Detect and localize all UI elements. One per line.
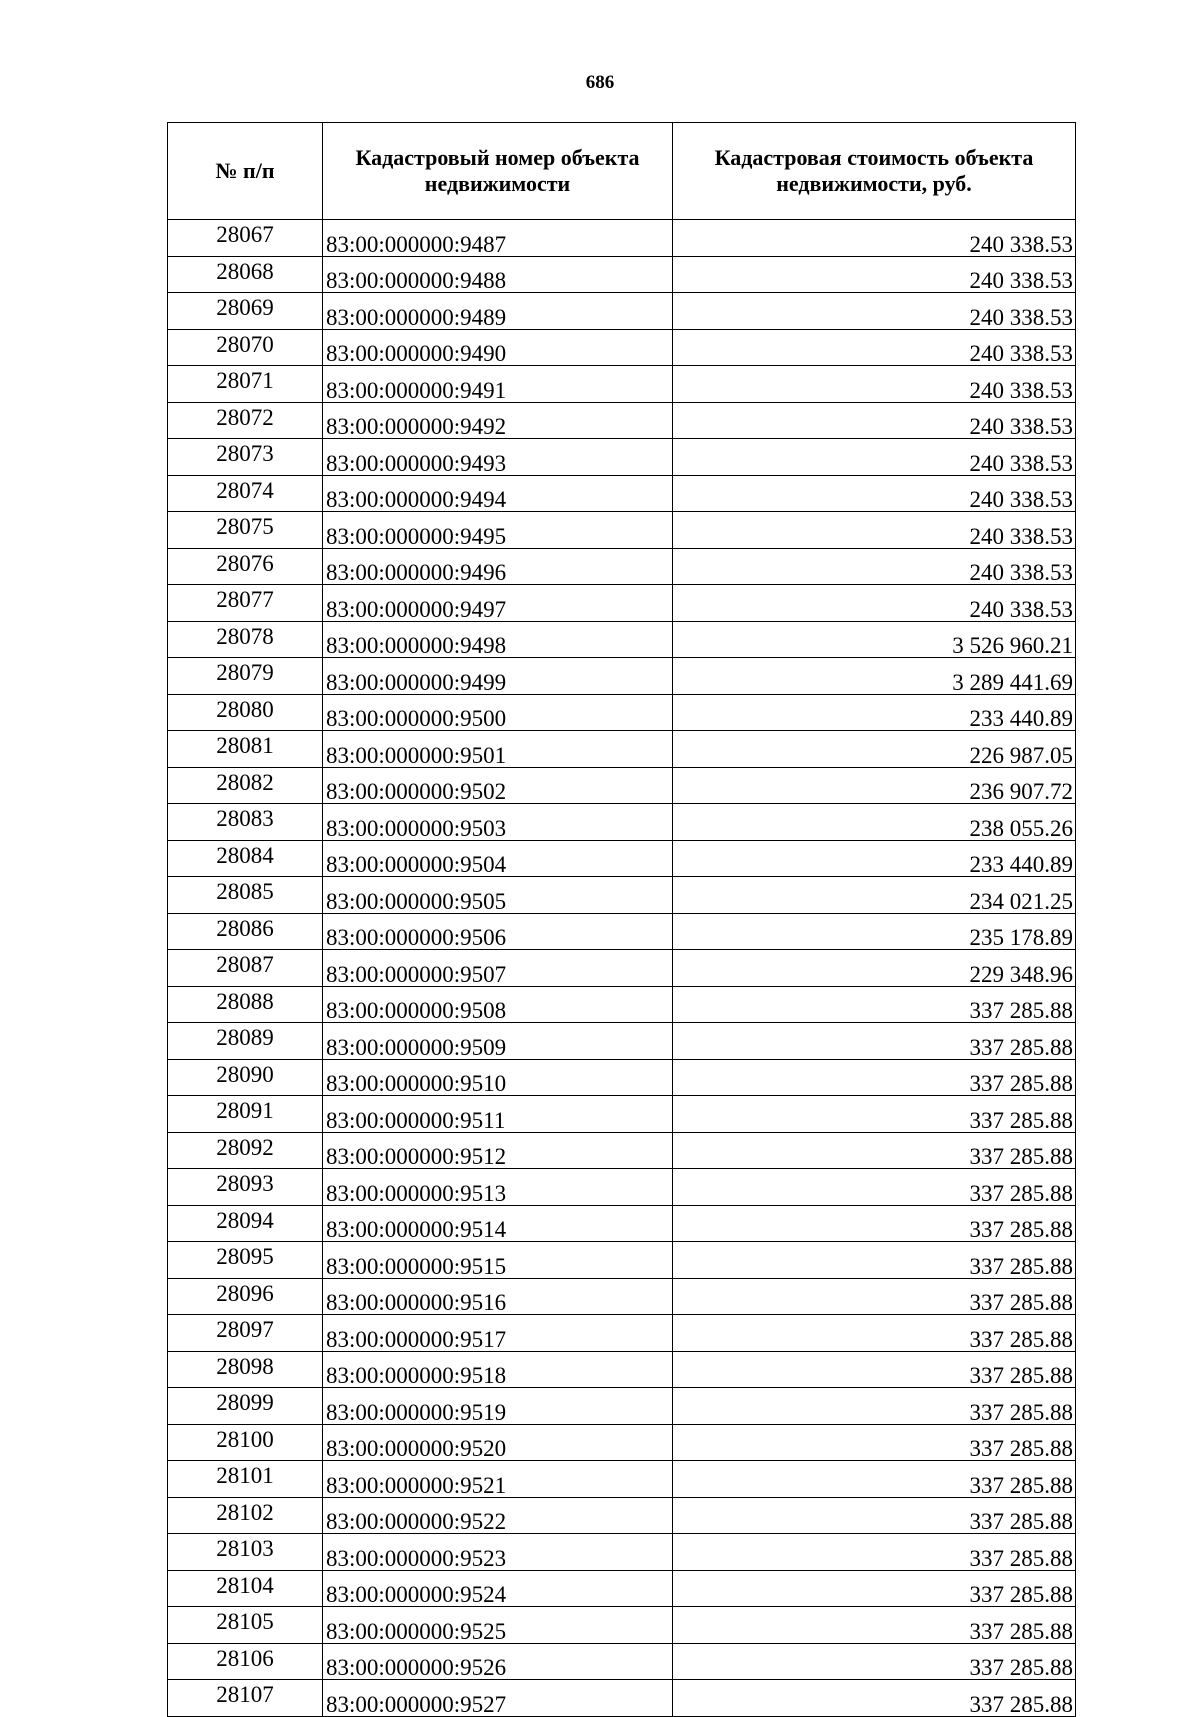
row-number-cell: 28088: [168, 986, 323, 1023]
row-number-cell: 28096: [168, 1278, 323, 1315]
row-number-cell: 28076: [168, 548, 323, 585]
cadastral-number-cell: 83:00:000000:9496: [323, 548, 673, 585]
cadastral-value-cell: 233 440.89: [673, 694, 1076, 731]
row-number-cell: 28106: [168, 1643, 323, 1680]
cadastral-value-cell: 234 021.25: [673, 877, 1076, 914]
cadastral-value-cell: 337 285.88: [673, 1023, 1076, 1060]
table-row: [168, 1570, 1076, 1607]
cadastral-number-cell: 83:00:000000:9507: [323, 950, 673, 987]
table-row: [168, 1278, 1076, 1315]
cadastral-number-cell: 83:00:000000:9513: [323, 1169, 673, 1206]
table-row: [168, 1534, 1076, 1571]
table-header: [168, 123, 1076, 220]
cadastral-number-cell: 83:00:000000:9489: [323, 293, 673, 330]
table-row: [168, 220, 1076, 257]
cadastral-value-cell: 337 285.88: [673, 1570, 1076, 1607]
cadastral-number-cell: 83:00:000000:9502: [323, 767, 673, 804]
cadastral-number-cell: 83:00:000000:9524: [323, 1570, 673, 1607]
table-row: [168, 402, 1076, 439]
table-row: [168, 1205, 1076, 1242]
cadastral-number-cell: 83:00:000000:9519: [323, 1388, 673, 1425]
cadastral-value-cell: 240 338.53: [673, 256, 1076, 293]
cadastral-number-cell: 83:00:000000:9515: [323, 1242, 673, 1279]
cadastral-number-cell: 83:00:000000:9501: [323, 731, 673, 768]
table-row: [168, 293, 1076, 330]
row-number-cell: 28102: [168, 1497, 323, 1534]
cadastral-value-cell: 337 285.88: [673, 1607, 1076, 1644]
cadastral-value-cell: 337 285.88: [673, 1132, 1076, 1169]
cadastral-value-cell: 337 285.88: [673, 986, 1076, 1023]
table-row: [168, 1059, 1076, 1096]
row-number-cell: 28082: [168, 767, 323, 804]
cadastral-number-cell: 83:00:000000:9526: [323, 1643, 673, 1680]
cadastral-value-cell: 235 178.89: [673, 913, 1076, 950]
table-row: [168, 1096, 1076, 1133]
row-number-cell: 28101: [168, 1461, 323, 1498]
row-number-cell: 28103: [168, 1534, 323, 1571]
table-row: [168, 1461, 1076, 1498]
row-number-cell: 28104: [168, 1570, 323, 1607]
row-number-cell: 28090: [168, 1059, 323, 1096]
table-row: [168, 1169, 1076, 1206]
row-number-cell: 28068: [168, 256, 323, 293]
row-number-cell: 28094: [168, 1205, 323, 1242]
cadastral-number-cell: 83:00:000000:9504: [323, 840, 673, 877]
row-number-cell: 28086: [168, 913, 323, 950]
header-row-number: № п/п: [168, 123, 323, 220]
cadastral-number-cell: 83:00:000000:9490: [323, 329, 673, 366]
row-number-cell: 28093: [168, 1169, 323, 1206]
table-row: [168, 986, 1076, 1023]
table-row: [168, 548, 1076, 585]
cadastral-number-cell: 83:00:000000:9522: [323, 1497, 673, 1534]
row-number-cell: 28075: [168, 512, 323, 549]
row-number-cell: 28092: [168, 1132, 323, 1169]
table-row: [168, 804, 1076, 841]
cadastral-number-cell: 83:00:000000:9499: [323, 658, 673, 695]
row-number-cell: 28071: [168, 366, 323, 403]
table-row: [168, 913, 1076, 950]
row-number-cell: 28084: [168, 840, 323, 877]
cadastral-value-cell: 337 285.88: [673, 1424, 1076, 1461]
cadastral-value-cell: 337 285.88: [673, 1534, 1076, 1571]
table-row: [168, 877, 1076, 914]
header-cadastral-number: Кадастровый номер объекта недвижимости: [323, 123, 673, 220]
cadastral-number-cell: 83:00:000000:9492: [323, 402, 673, 439]
row-number-cell: 28079: [168, 658, 323, 695]
cadastral-number-cell: 83:00:000000:9503: [323, 804, 673, 841]
cadastral-value-cell: 337 285.88: [673, 1497, 1076, 1534]
row-number-cell: 28091: [168, 1096, 323, 1133]
cadastral-number-cell: 83:00:000000:9491: [323, 366, 673, 403]
table-row: [168, 767, 1076, 804]
cadastral-value-cell: 337 285.88: [673, 1351, 1076, 1388]
cadastral-number-cell: 83:00:000000:9518: [323, 1351, 673, 1388]
cadastral-number-cell: 83:00:000000:9506: [323, 913, 673, 950]
row-number-cell: 28085: [168, 877, 323, 914]
cadastral-value-cell: 233 440.89: [673, 840, 1076, 877]
row-number-cell: 28107: [168, 1680, 323, 1717]
cadastral-value-cell: 3 526 960.21: [673, 621, 1076, 658]
table-row: [168, 621, 1076, 658]
cadastral-value-cell: 226 987.05: [673, 731, 1076, 768]
table-row: [168, 731, 1076, 768]
table-row: [168, 1388, 1076, 1425]
cadastral-value-cell: 337 285.88: [673, 1242, 1076, 1279]
cadastral-value-cell: 337 285.88: [673, 1096, 1076, 1133]
cadastral-value-cell: 240 338.53: [673, 548, 1076, 585]
cadastral-value-cell: 240 338.53: [673, 220, 1076, 257]
table-row: [168, 475, 1076, 512]
cadastral-number-cell: 83:00:000000:9500: [323, 694, 673, 731]
cadastral-value-cell: 240 338.53: [673, 366, 1076, 403]
cadastral-value-cell: 238 055.26: [673, 804, 1076, 841]
cadastral-number-cell: 83:00:000000:9498: [323, 621, 673, 658]
row-number-cell: 28089: [168, 1023, 323, 1060]
cadastral-number-cell: 83:00:000000:9494: [323, 475, 673, 512]
table-row: [168, 1607, 1076, 1644]
table-row: [168, 658, 1076, 695]
header-row: [168, 123, 1076, 220]
cadastral-value-cell: 236 907.72: [673, 767, 1076, 804]
row-number-cell: 28077: [168, 585, 323, 622]
cadastral-number-cell: 83:00:000000:9510: [323, 1059, 673, 1096]
cadastral-value-cell: 337 285.88: [673, 1461, 1076, 1498]
table-row: [168, 694, 1076, 731]
table-row: [168, 1315, 1076, 1352]
cadastral-value-cell: 337 285.88: [673, 1388, 1076, 1425]
row-number-cell: 28069: [168, 293, 323, 330]
row-number-cell: 28098: [168, 1351, 323, 1388]
row-number-cell: 28081: [168, 731, 323, 768]
table-row: [168, 512, 1076, 549]
cadastral-number-cell: 83:00:000000:9488: [323, 256, 673, 293]
cadastral-value-cell: 240 338.53: [673, 293, 1076, 330]
table-row: [168, 1132, 1076, 1169]
cadastral-value-cell: 229 348.96: [673, 950, 1076, 987]
cadastral-number-cell: 83:00:000000:9508: [323, 986, 673, 1023]
cadastral-value-cell: 240 338.53: [673, 439, 1076, 476]
table-row: [168, 1497, 1076, 1534]
cadastral-value-cell: 240 338.53: [673, 402, 1076, 439]
table-row: [168, 950, 1076, 987]
table-row: [168, 1643, 1076, 1680]
table-row: [168, 1351, 1076, 1388]
row-number-cell: 28099: [168, 1388, 323, 1425]
cadastral-value-cell: 337 285.88: [673, 1205, 1076, 1242]
cadastral-number-cell: 83:00:000000:9514: [323, 1205, 673, 1242]
cadastral-value-cell: 3 289 441.69: [673, 658, 1076, 695]
cadastral-value-cell: 240 338.53: [673, 329, 1076, 366]
row-number-cell: 28095: [168, 1242, 323, 1279]
page-number: 686: [585, 72, 615, 93]
cadastral-number-cell: 83:00:000000:9520: [323, 1424, 673, 1461]
row-number-cell: 28072: [168, 402, 323, 439]
table-row: [168, 1680, 1076, 1717]
table-row: [168, 439, 1076, 476]
row-number-cell: 28070: [168, 329, 323, 366]
table-row: [168, 1242, 1076, 1279]
cadastral-value-cell: 337 285.88: [673, 1315, 1076, 1352]
row-number-cell: 28074: [168, 475, 323, 512]
cadastral-value-cell: 337 285.88: [673, 1169, 1076, 1206]
cadastral-value-cell: 240 338.53: [673, 512, 1076, 549]
cadastral-number-cell: 83:00:000000:9525: [323, 1607, 673, 1644]
cadastral-number-cell: 83:00:000000:9511: [323, 1096, 673, 1133]
row-number-cell: 28087: [168, 950, 323, 987]
row-number-cell: 28067: [168, 220, 323, 257]
cadastral-number-cell: 83:00:000000:9495: [323, 512, 673, 549]
row-number-cell: 28083: [168, 804, 323, 841]
row-number-cell: 28097: [168, 1315, 323, 1352]
cadastral-value-cell: 240 338.53: [673, 585, 1076, 622]
header-cadastral-value: Кадастровая стоимость объекта недвижимости, руб.: [673, 123, 1076, 220]
table-row: [168, 1023, 1076, 1060]
cadastral-number-cell: 83:00:000000:9505: [323, 877, 673, 914]
table-row: [168, 256, 1076, 293]
table-body: [168, 220, 1076, 1717]
row-number-cell: 28080: [168, 694, 323, 731]
cadastral-value-cell: 337 285.88: [673, 1680, 1076, 1717]
row-number-cell: 28073: [168, 439, 323, 476]
cadastral-number-cell: 83:00:000000:9527: [323, 1680, 673, 1717]
cadastral-number-cell: 83:00:000000:9497: [323, 585, 673, 622]
row-number-cell: 28105: [168, 1607, 323, 1644]
cadastral-value-cell: 337 285.88: [673, 1643, 1076, 1680]
cadastral-value-cell: 240 338.53: [673, 475, 1076, 512]
table-row: [168, 1424, 1076, 1461]
cadastral-value-cell: 337 285.88: [673, 1278, 1076, 1315]
cadastral-number-cell: 83:00:000000:9493: [323, 439, 673, 476]
cadastral-value-table: [167, 122, 1076, 1717]
table-row: [168, 366, 1076, 403]
cadastral-number-cell: 83:00:000000:9523: [323, 1534, 673, 1571]
table-row: [168, 585, 1076, 622]
cadastral-value-cell: 337 285.88: [673, 1059, 1076, 1096]
row-number-cell: 28078: [168, 621, 323, 658]
cadastral-number-cell: 83:00:000000:9487: [323, 220, 673, 257]
row-number-cell: 28100: [168, 1424, 323, 1461]
cadastral-number-cell: 83:00:000000:9509: [323, 1023, 673, 1060]
cadastral-number-cell: 83:00:000000:9512: [323, 1132, 673, 1169]
table-row: [168, 329, 1076, 366]
cadastral-number-cell: 83:00:000000:9516: [323, 1278, 673, 1315]
cadastral-number-cell: 83:00:000000:9517: [323, 1315, 673, 1352]
cadastral-number-cell: 83:00:000000:9521: [323, 1461, 673, 1498]
table-row: [168, 840, 1076, 877]
